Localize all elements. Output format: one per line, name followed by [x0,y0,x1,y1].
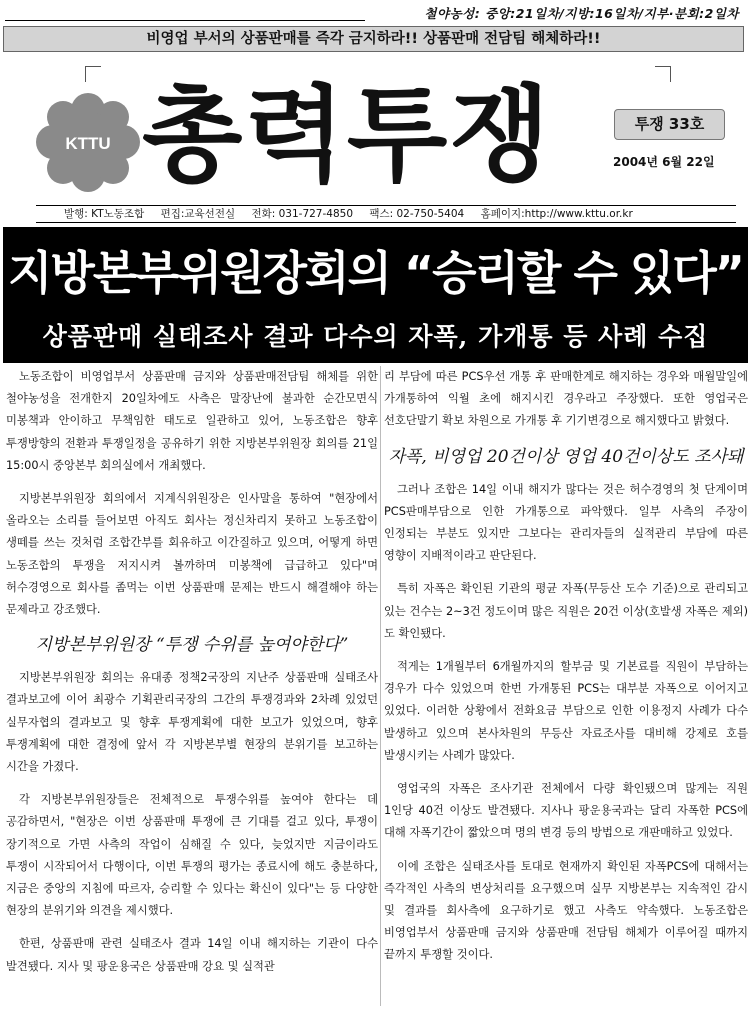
paragraph: 지방본부위원장 회의에서 지계식위원장은 인사말을 통하여 "현장에서 올라오는 소리를 들어보면 아직도 회사는 정신차리지 못하고 노동조합이 생떼를 쓰는 것처럼 조합간부를 회유하고 이간질하고 있으며, 어떻게 하면 노동조합의 투쟁을 저지시켜 볼까하며 미봉책에 급급하고 있다"며 허수경영으로 회사를 좀먹는 이번 상품판매 문제는 반드시 해결해야 하는 문제라고 강조했다. [6,492,378,617]
fax: 팩스: 02-750-5404 [369,208,465,220]
flower-logo-icon [33,90,143,195]
publisher: 발행: KT노동조합 [64,208,145,220]
homepage-link[interactable]: 홈페이지:http://www.kttu.or.kr [480,208,633,220]
publisher-info [36,205,736,223]
sit-in-status: 철야농성: 중앙:21일차/지방:16일차/지부·분회:2일차 [424,6,739,21]
article-column-left [6,366,378,989]
headline-box [3,227,748,363]
column-divider [380,366,381,1006]
section-heading: 자폭, 비영업 20건이상 영업 40건이상도 조사돼 [388,446,744,467]
paragraph: 특히 자폭은 확인된 기관의 평균 자폭(무등산 도수 기준)으로 관리되고 있는 건수는 2~3건 정도이며 많은 직원은 20건 이상(호발생 자폭은 제외)도 확인됐다. [384,582,748,640]
paragraph: 이에 조합은 실태조사를 토대로 현재까지 확인된 자폭PCS에 대해서는 즉각적인 사측의 변상처리를 요구했으며 실무 지방본부는 지속적인 감시 및 결과를 회사측에 요구하기로 했고 사측도 약속했다. 노동조합은 비영업부서 상품판매 금지와 상품판매 전담팀 해체가 이루어질 때까지 끝까지 투쟁할 것이다. [384,859,748,962]
corner-mark-left [85,66,101,82]
article-column-right [384,366,748,978]
editor: 편집:교육선전실 [160,208,236,220]
issue-date: 2004년 6월 22일 [613,155,715,169]
slogan-banner: 비영업 부서의 상품판매를 즉각 금지하라!! 상품판매 전담팀 해체하라!! [3,26,744,52]
headline: 지방본부위원장회의 “승리할 수 있다” [7,246,744,300]
paragraph: 영업국의 자폭은 조사기관 전체에서 다량 확인됐으며 많게는 직원 1인당 40건 이상도 발견됐다. 지사나 팡운용국과는 달리 자폭한 PCS에 대해 자폭기간이 짧았으며 명의 변경 등의 방법으로 개판매하고 있었다. [384,782,748,840]
top-strip [0,2,751,24]
paragraph: 노동조합이 비영업부서 상품판매 금지와 상품판매전담팀 해체를 위한 철야농성을 전개한지 20일차에도 사측은 말장난에 불과한 순간모면식 미봉책과 안이하고 무책임한 태도로 일관하고 있어, 노동조합은 향후 투쟁방향의 전환과 투쟁일정을 공유하기 위한 지방본부위원장 회의를 21일 15:00시 중앙본부 회의실에서 개최했다. [6,370,378,472]
corner-mark-right [655,66,671,82]
paragraph: 그러나 조합은 14일 이내 해지가 많다는 것은 허수경영의 첫 단계이며 PCS판매부담으로 인한 가개통으로 파악했다. 일부 사측의 주장이 인정되는 부분도 있지만 그보다는 관리자들의 실적관리 부담에 따른 영향이 지배적이라고 판단된다. [384,482,748,563]
subheadline: 상품판매 실태조사 결과 다수의 자폭, 가개통 등 사례 수집 [42,322,709,351]
phone: 전화: 031-727-4850 [251,208,353,220]
paragraph: 적게는 1개월부터 6개월까지의 할부금 및 기본료를 직원이 부담하는 경우가 다수 있었으며 한번 가개통된 PCS는 대부분 자폭으로 이어지고 있었다. 이러한 상황에서 전화요금 부담으로 인한 이용정지 사례가 다수 발생하고 있으며 본사차원의 무등산 자료조사를 대비해 강제로 호를 발생시키는 사례가 많았다. [384,660,748,762]
paragraph: 지방본부위원장 회의는 유대종 정책2국장의 지난주 상품판매 실태조사 결과보고에 이어 최광수 기획관리국장의 그간의 투쟁경과와 2차례 있었던 실무자협의 결과보고 및 향후 투쟁계획에 대한 보고가 있었으며, 향후 투쟁계획에 대한 결정에 앞서 각 지방본부별 현장의 분위기를 보고하는 시간을 가졌다. [6,671,378,774]
masthead-title: 총력투쟁 [142,73,552,196]
issue-number: 투쟁 33호 [614,109,725,140]
paragraph: 각 지방본부위원장들은 전체적으로 투쟁수위를 높여야 한다는 데 공감하면서, "현장은 이번 상품판매 투쟁에 큰 기대를 걸고 있다, 투쟁이 장기적으로 가면 사측의 작업이 심해질 수 있다, 늦었지만 지금이라도 투쟁이 시작되어서 다행이다, 이번 투쟁의 평가는 종료시에 해도 충분하다, 지금은 중앙의 지침에 따르자, 승리할 수 있다는 확신이 있다"는 등 다양한 현장의 분위기와 의견을 제시했다. [6,793,378,918]
top-rule [5,20,365,21]
paragraph: 한편, 상품판매 관련 실태조사 결과 14일 이내 해지하는 기관이 다수 발견됐다. 지사 및 팡운용국은 상품판매 강요 및 실적관 [6,937,378,973]
logo-text: KTTU [65,134,111,153]
paragraph: 리 부담에 따른 PCS우선 개통 후 판매한계로 해지하는 경우와 매월말일에 가개통하여 익월 초에 해지시킨 경우라고 주장했다. 또한 영업국은 선호단말기 확보 차원으로 가개통 후 기기변경으로 해지했다고 밝혔다. [384,370,748,428]
section-heading: 지방본부위원장 “투쟁 수위를 높여야한다” [35,635,349,656]
